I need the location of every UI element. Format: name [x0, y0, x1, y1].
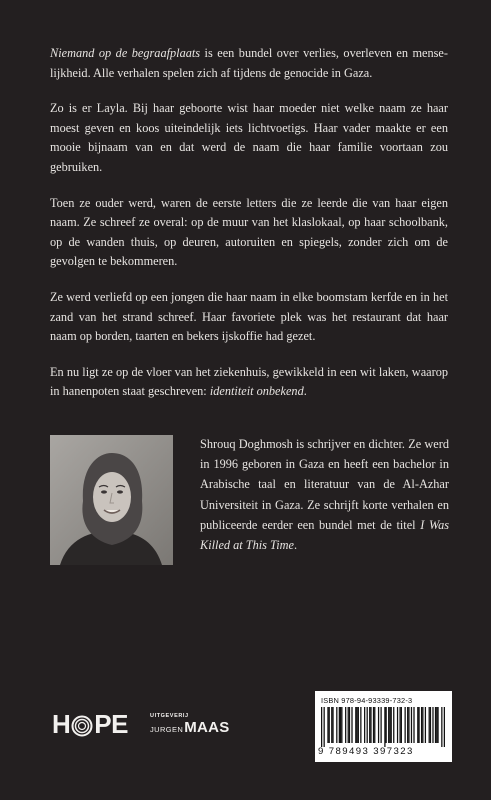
barcode-bar: [413, 707, 414, 743]
blurb-paragraph-4: Ze werd verliefd op een jongen die haar naam in elke boomstam kerfde en in het zand van het strand schreef. Haar favoriete plek was het restaurant dat haar naam op borden, taarten en bekers ijskoffie had gezet.: [50, 289, 448, 344]
barcode-bar: [407, 707, 408, 743]
barcode-bar: [418, 707, 419, 743]
jurgen-maas-publisher-logo: UITGEVERIJ JURGEN MAAS: [150, 713, 230, 736]
barcode-bar: [389, 707, 390, 743]
barcode-bar: [421, 707, 422, 743]
barcode-bar: [336, 707, 337, 743]
barcode-bar: [358, 707, 359, 743]
barcode-bar: [348, 707, 349, 743]
barcode-bar: [386, 707, 387, 743]
hope-o-ring-icon: [71, 713, 93, 735]
barcode-bar: [435, 707, 436, 743]
barcode-bar: [327, 707, 328, 743]
barcode-bar: [374, 707, 375, 743]
barcode-bar: [391, 707, 392, 743]
blurb-paragraph-5: En nu ligt ze op de vloer van het ziekenhuis, gewikkeld in een wit laken, waarop in hanenpoten staat geschreven: identiteit onbekend.: [50, 364, 448, 399]
blurb-paragraph-2: Zo is er Layla. Bij haar geboorte wist haar moeder niet welke naam ze haar moest geven en koos uiteindelijk iets lichtvoetigs. Haar vader maakte er een mooie bijnaam van en dat werd de naam die haar familie voortaan zou gebruiken.: [50, 101, 448, 174]
barcode-bar: [373, 707, 374, 743]
barcode-bar: [393, 707, 394, 743]
blurb: [50, 44, 448, 418]
barcode-bar: [355, 707, 356, 743]
book-title: Niemand op de begraafplaats: [50, 46, 201, 60]
barcode-bar: [345, 707, 346, 743]
barcode-bar: [332, 707, 333, 743]
barcode-bar: [370, 707, 371, 743]
barcode-bars: [321, 707, 445, 747]
blurb-paragraph-3: Toen ze ouder werd, waren de eerste letters die ze leerde die van haar eigen naam. Ze schreef ze overal: op de muur van het klaslokaal, op haar schoolbank, op de wanden thuis, op deuren, autoruiten en spiegels, zonder zich om de gevolgen te bekommeren.: [50, 195, 448, 269]
barcode-bar: [321, 707, 322, 747]
barcode-bar: [380, 707, 381, 743]
barcode-bar: [339, 707, 340, 743]
barcode-bar: [430, 707, 431, 743]
barcode-bar: [437, 707, 438, 743]
barcode-bar: [436, 707, 437, 743]
barcode-bar: [378, 707, 379, 743]
barcode-bar: [384, 707, 385, 747]
barcode-bar: [369, 707, 370, 743]
barcode-bar: [388, 707, 389, 743]
barcode-bar: [324, 707, 325, 747]
barcode-bar: [331, 707, 332, 743]
barcode-bar: [432, 707, 433, 743]
blurb-paragraph-1: Niemand op de begraafplaats is een bundel over verlies, overleven en menselijkheid. Alle verhalen spelen zich af tijdens de genocide in Gaza.: [50, 46, 448, 80]
barcode-bar: [340, 707, 341, 743]
barcode-bar: [429, 707, 430, 743]
barcode-bar: [349, 707, 350, 743]
barcode-digits: 9 789493 397323: [318, 746, 414, 757]
barcode-bar: [405, 707, 406, 743]
barcode-bar: [397, 707, 398, 743]
barcode-bar: [399, 707, 400, 743]
barcode-bar: [360, 707, 361, 743]
barcode-bar: [425, 707, 426, 743]
barcode-bar: [356, 707, 357, 743]
barcode-bar: [329, 707, 330, 743]
barcode-bar: [351, 707, 352, 743]
barcode-bar: [417, 707, 418, 743]
isbn-barcode: [315, 691, 452, 762]
author-portrait-image: [50, 435, 173, 565]
barcode-bar: [401, 707, 402, 743]
author-bio: [200, 434, 449, 555]
barcode-bar: [422, 707, 423, 743]
barcode-bar: [341, 707, 342, 743]
barcode-bar: [364, 707, 365, 743]
barcode-bar: [444, 707, 445, 747]
author-bio-text: Shrouq Doghmosh is schrijver en dichter. Ze werd in 1996 geboren in Gaza en heeft een bachelor in Arabische taal en literatuur van de Al-Azhar Universiteit in Gaza. Ze schrijft korte verhalen en publiceerde eerder een bundel met de titel I Was Killed at This Time.: [200, 437, 449, 553]
hope-publisher-logo: H PE: [52, 708, 128, 739]
barcode-bar: [441, 707, 442, 747]
barcode-bar: [408, 707, 409, 743]
barcode-bar: [367, 707, 368, 743]
prior-book-title: I Was Killed at This Time: [200, 517, 449, 553]
author-photo: [50, 435, 173, 565]
barcode-bar: [411, 707, 412, 743]
isbn-label: ISBN 978-94-93339-732-3: [321, 696, 413, 705]
